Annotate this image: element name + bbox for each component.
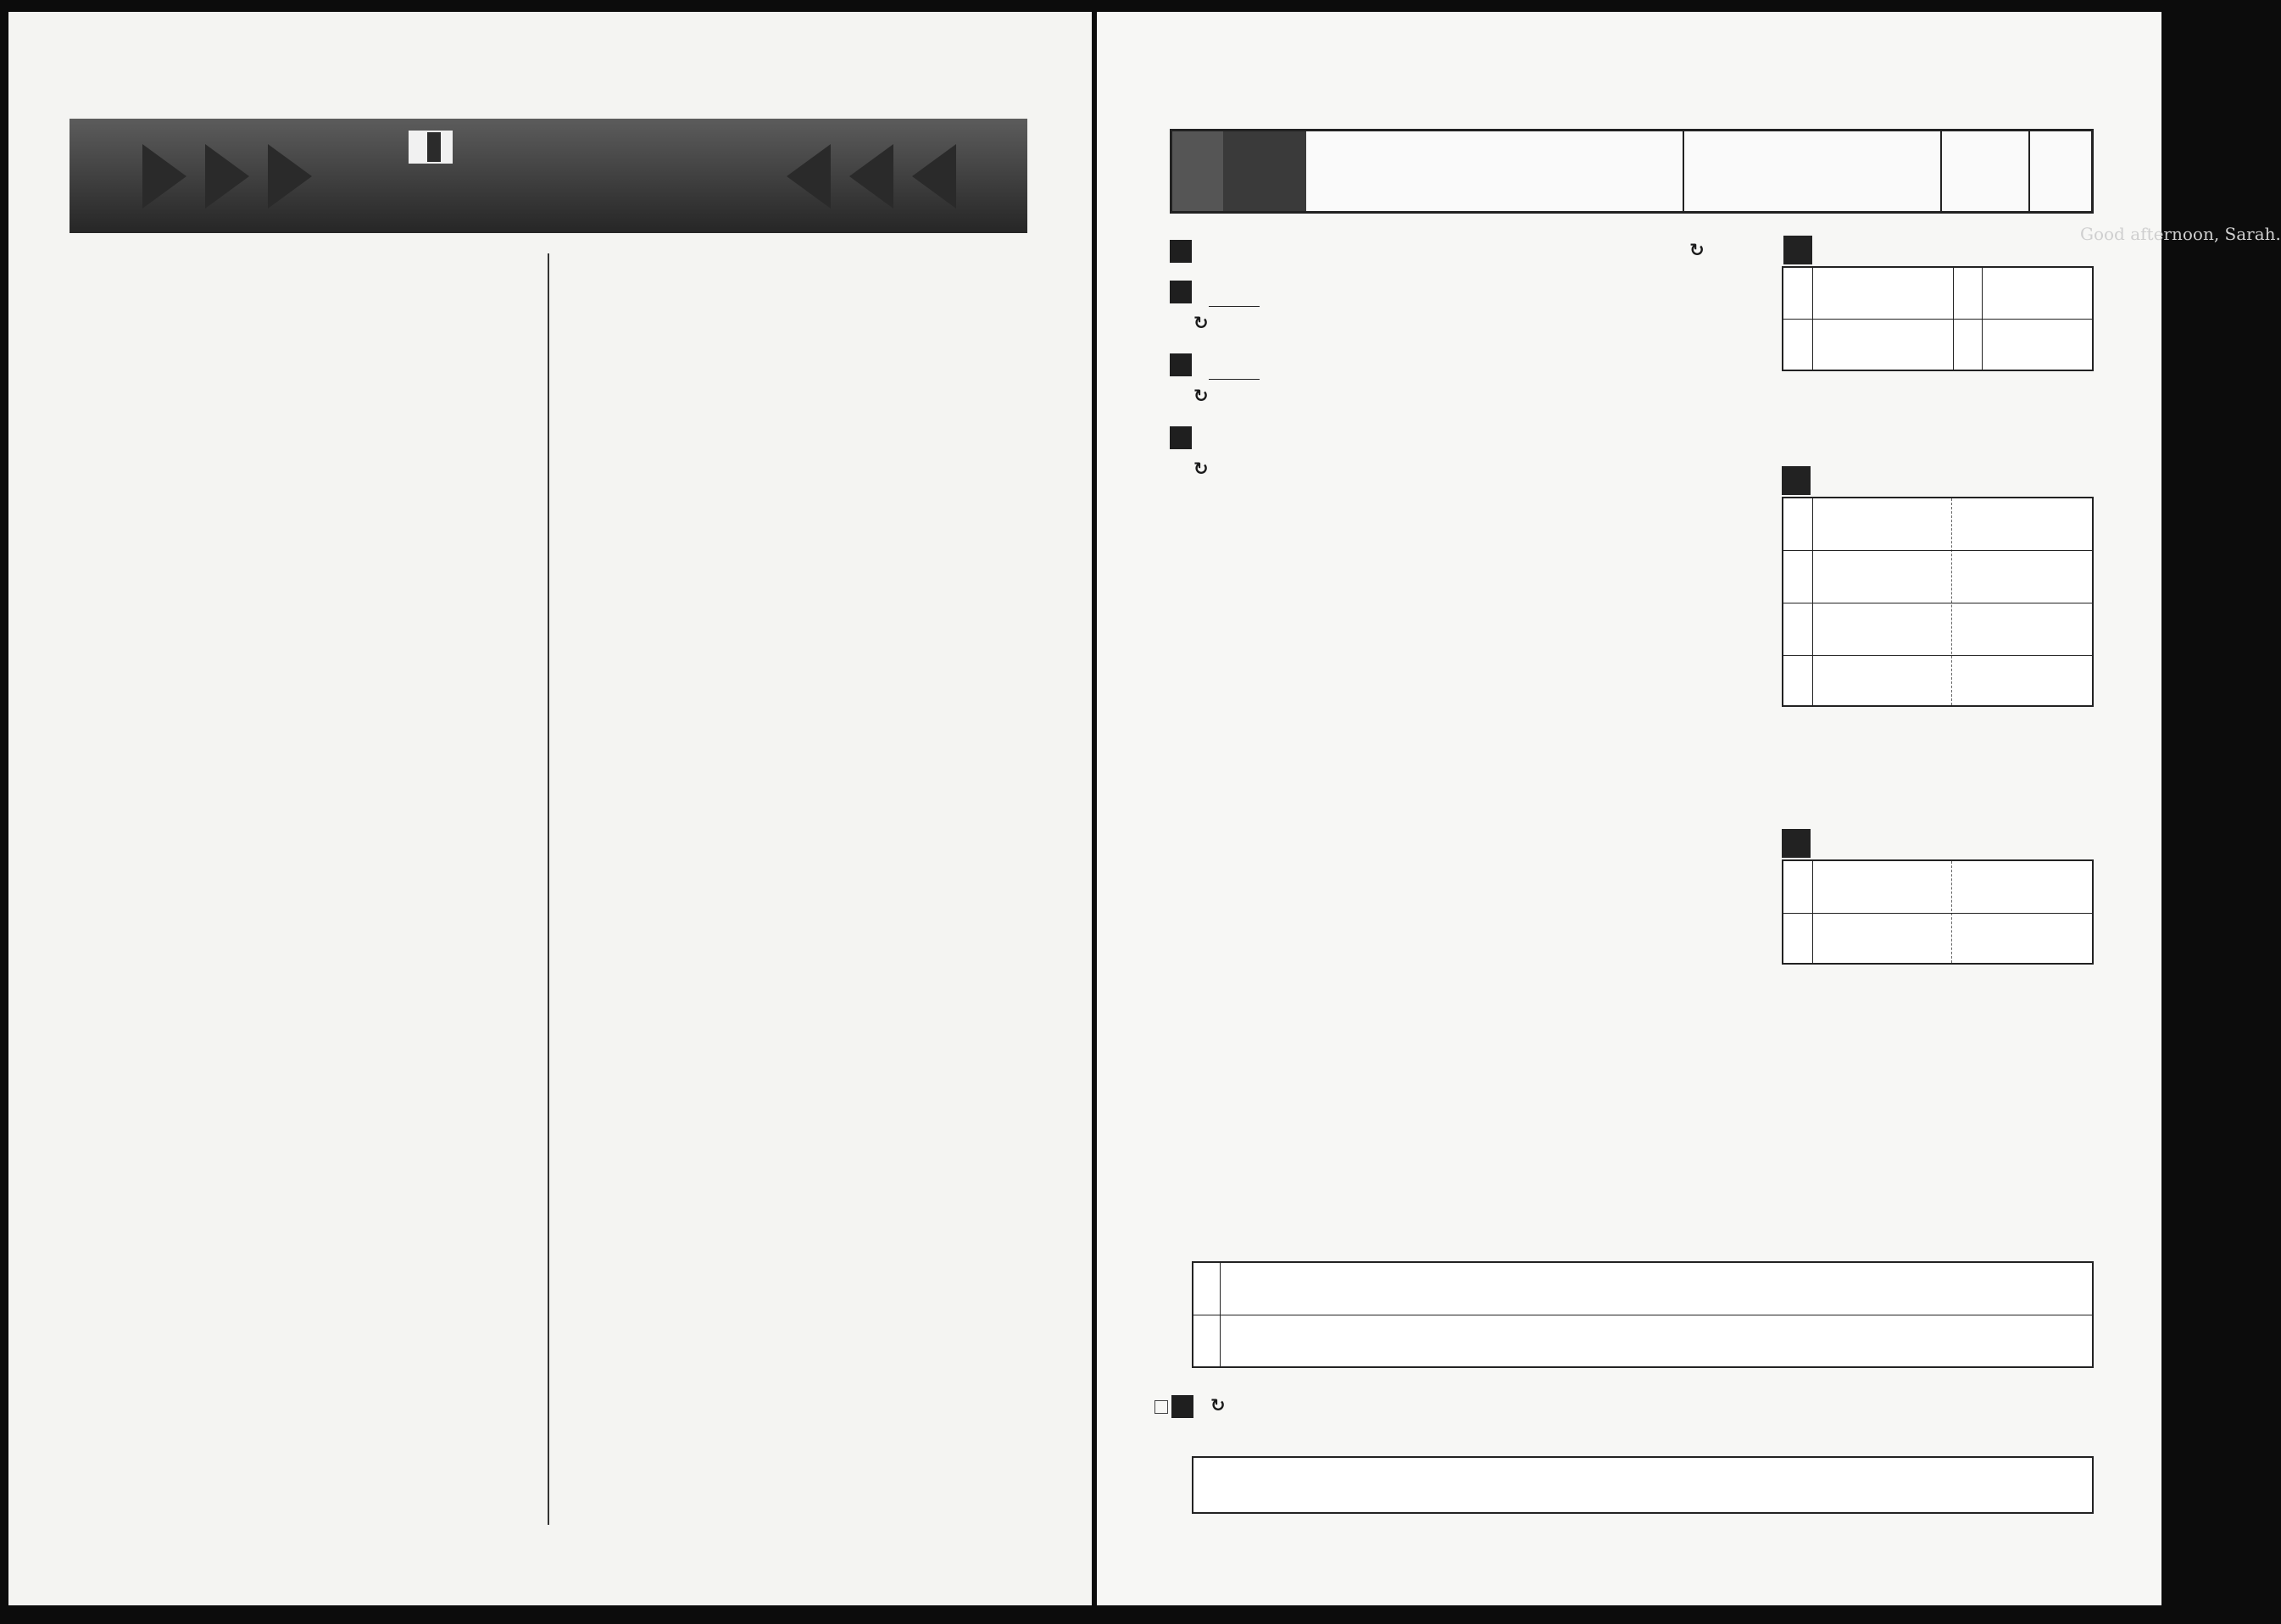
name-field[interactable] <box>1683 131 1940 211</box>
row-label <box>1193 1315 1221 1366</box>
table-label <box>1782 829 1811 858</box>
score-field <box>2028 131 2091 211</box>
question-sheet <box>1170 234 1780 485</box>
question-4-heading <box>1170 420 1780 453</box>
unit-number <box>1172 131 1223 211</box>
arrow-left-icon <box>849 144 893 209</box>
question-3-answer-table[interactable] <box>1782 859 2094 965</box>
question-1-answer-table[interactable] <box>1782 266 2094 371</box>
arrow-left-icon <box>912 144 956 209</box>
question-5-answer-box[interactable] <box>1192 1456 2094 1514</box>
course-number <box>1223 131 1306 211</box>
question-4-heading-cont: ↻ <box>1193 459 1209 479</box>
question-1-ref: ↻ <box>1689 240 1705 260</box>
title-banner <box>70 119 1027 233</box>
row-label <box>1193 1263 1221 1315</box>
question-5-heading: ↻ <box>1154 1390 1250 1421</box>
arrow-right-icon <box>268 144 312 209</box>
banner-subtitle <box>409 131 453 164</box>
show-through-text: Good afternoon, Sarah. <box>2080 224 2281 244</box>
arrow-left-icon <box>787 144 831 209</box>
date-field[interactable] <box>1940 131 2028 211</box>
column-divider <box>548 253 549 1525</box>
question-2-answer-table[interactable] <box>1782 497 2094 707</box>
table-label <box>1783 236 1812 264</box>
table-label <box>1782 466 1811 495</box>
question-2-heading <box>1170 275 1780 307</box>
arrow-right-icon <box>142 144 186 209</box>
checkbox[interactable] <box>1154 1400 1168 1414</box>
question-3-heading <box>1170 348 1780 380</box>
question-2-heading-cont: ↻ <box>1193 313 1209 333</box>
answer-page <box>8 12 1092 1605</box>
question-3-heading-cont: ↻ <box>1193 386 1209 406</box>
worksheet-page <box>1097 12 2281 1605</box>
question-4-answer-box[interactable] <box>1192 1261 2094 1368</box>
worksheet-header <box>1170 129 2094 214</box>
arrow-right-icon <box>205 144 249 209</box>
